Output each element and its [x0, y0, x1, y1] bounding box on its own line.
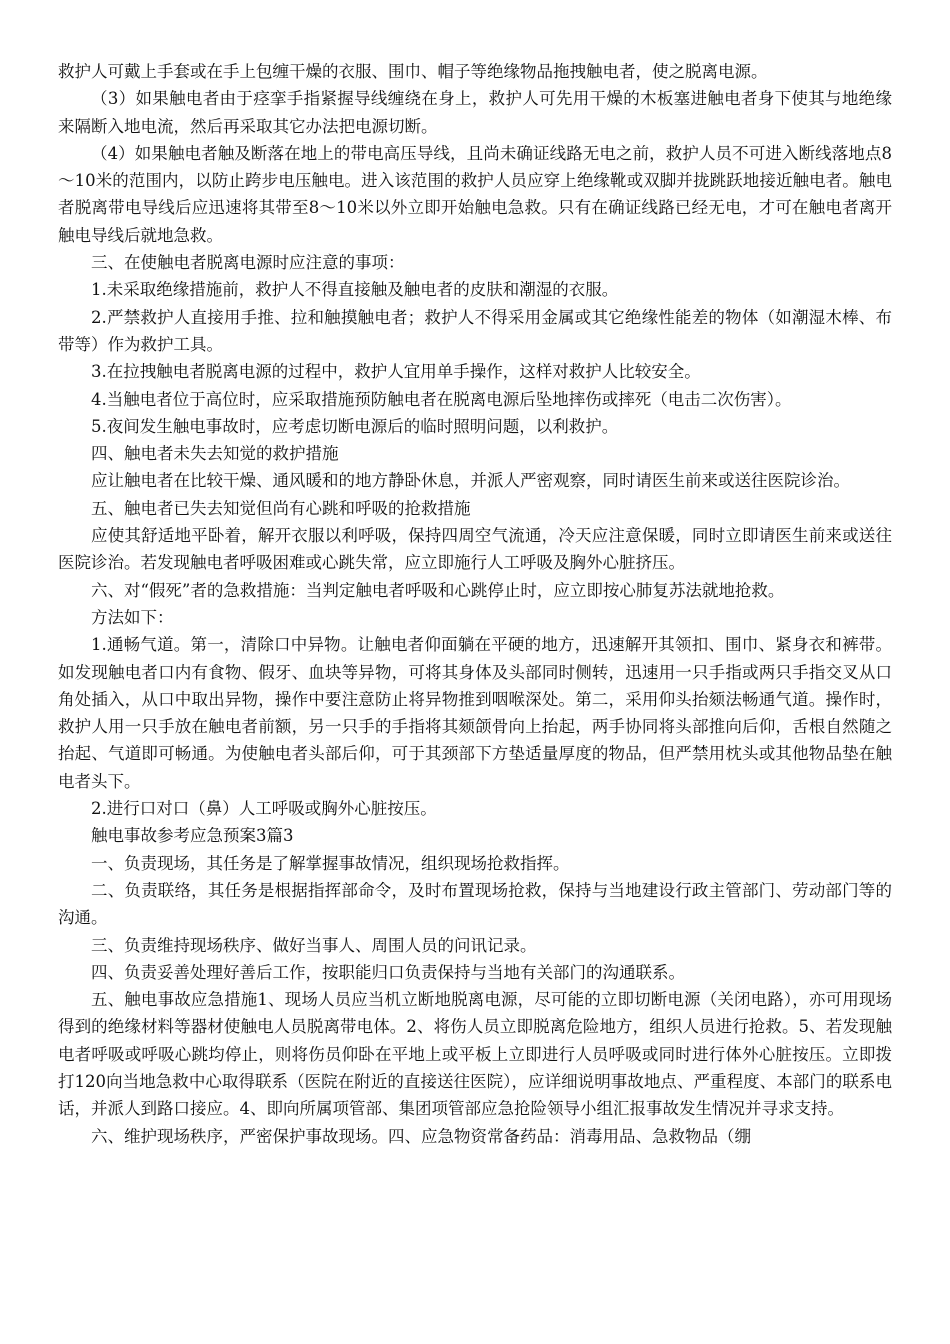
section-heading-unconscious: 五、触电者已失去知觉但尚有心跳和呼吸的抢救措施	[91, 498, 471, 518]
precaution-item-2: 2.严禁救护人直接用手推、拉和触摸触电者；救护人不得采用金属或其它绝缘性能差的物体（如潮湿木棒、布带等）作为救护工具。	[58, 307, 892, 354]
paragraph-item-4: （4）如果触电者触及断落在地上的带电高压导线，且尚未确证线路无电之前，救护人员不可进入断线落地点8～10米的范围内，以防止跨步电压触电。进入该范围的救护人员应穿上绝缘靴或双脚并拢跳跃地接近触电者。触电者脱离带电导线后应迅速将其带至8～10米以外立即开始触电急救。只有在确证线路已经无电，才可在触电者离开触电导线后就地急救。	[58, 143, 892, 245]
paragraph-conscious-care: 应让触电者在比较干燥、通风暖和的地方静卧休息，并派人严密观察，同时请医生前来或送往医院诊治。	[91, 471, 850, 491]
section-heading-precautions: 三、在使触电者脱离电源时应注意的事项：	[91, 253, 405, 273]
precaution-item-4: 4.当触电者位于高位时，应采取措施预防触电者在脱离电源后坠地摔伤或摔死（电击二次伤害）。	[91, 389, 792, 409]
paragraph-method-intro: 方法如下：	[91, 607, 174, 627]
duty-item-1: 一、负责现场，其任务是了解掌握事故情况，组织现场抢救指挥。	[91, 853, 570, 873]
section-heading-apparent-death: 六、对“假死”者的急救措施：当判定触电者呼吸和心跳停止时，应立即按心肺复苏法就地抢救。	[91, 580, 785, 600]
duty-item-2: 二、负责联络，其任务是根据指挥部命令，及时布置现场抢救，保持与当地建设行政主管部门、劳动部门等的沟通。	[58, 880, 892, 928]
document-page	[58, 58, 892, 1150]
document-subtitle: 触电事故参考应急预案3篇3	[91, 826, 294, 846]
paragraph-continuation: 救护人可戴上手套或在手上包缠干燥的衣服、围巾、帽子等绝缘物品拖拽触电者，使之脱离电源。	[58, 62, 768, 81]
precaution-item-5: 5.夜间发生触电事故时，应考虑切断电源后的临时照明问题，以利救护。	[91, 416, 619, 436]
method-item-1: 1.通畅气道。第一，清除口中异物。让触电者仰面躺在平硬的地方，迅速解开其领扣、围巾、紧身衣和裤带。如发现触电者口内有食物、假牙、血块等异物，可将其身体及头部同时侧转，迅速用一只手指或两只手指交叉从口角处插入，从口中取出异物，操作中要注意防止将异物推到咽喉深处。第二，采用仰头抬颏法畅通气道。操作时，救护人用一只手放在触电者前额，另一只手的手指将其颏颌骨向上抬起，两手协同将头部推向后仰，舌根自然随之抬起、气道即可畅通。为使触电者头部后仰，可于其颈部下方垫适量厚度的物品，但严禁用枕头或其他物品垫在触电者头下。	[58, 635, 892, 791]
precaution-item-1: 1.未采取绝缘措施前，救护人不得直接触及触电者的皮肤和潮湿的衣服。	[91, 280, 619, 300]
duty-item-4: 四、负责妥善处理好善后工作，按职能归口负责保持与当地有关部门的沟通联系。	[91, 962, 685, 982]
precaution-item-3: 3.在拉拽触电者脱离电源的过程中，救护人宜用单手操作，这样对救护人比较安全。	[91, 362, 701, 382]
method-item-2: 2.进行口对口（鼻）人工呼吸或胸外心脏按压。	[91, 799, 437, 819]
duty-item-3: 三、负责维持现场秩序、做好当事人、周围人员的问讯记录。	[91, 935, 537, 955]
section-heading-conscious: 四、触电者未失去知觉的救护措施	[91, 444, 339, 464]
duty-item-6: 六、维护现场秩序，严密保护事故现场。四、应急物资常备药品：消毒用品、急救物品（绷	[91, 1126, 751, 1146]
paragraph-item-3: （3）如果触电者由于痉挛手指紧握导线缠绕在身上，救护人可先用干燥的木板塞进触电者身下使其与地绝缘来隔断入地电流，然后再采取其它办法把电源切断。	[58, 89, 892, 136]
emergency-measures: 五、触电事故应急措施1、现场人员应当机立断地脱离电源，尽可能的立即切断电源（关闭电路），亦可用现场得到的绝缘材料等器材使触电人员脱离带电体。2、将伤人员立即脱离危险地方，组织人员进行抢救。5、若发现触电者呼吸或呼吸心跳均停止，则将伤员仰卧在平地上或平板上立即进行人员呼吸或同时进行体外心脏按压。立即拨打120向当地急救中心取得联系（医院在附近的直接送往医院），应详细说明事故地点、严重程度、本部门的联系电话，并派人到路口接应。4、即向所属项管部、集团项管部应急抢险领导小组汇报事故发生情况并寻求支持。	[58, 990, 892, 1119]
paragraph-unconscious-care: 应使其舒适地平卧着，解开衣服以利呼吸，保持四周空气流通，冷天应注意保暖，同时立即请医生前来或送往医院诊治。若发现触电者呼吸困难或心跳失常，应立即施行人工呼吸及胸外心脏挤压。	[58, 526, 892, 573]
